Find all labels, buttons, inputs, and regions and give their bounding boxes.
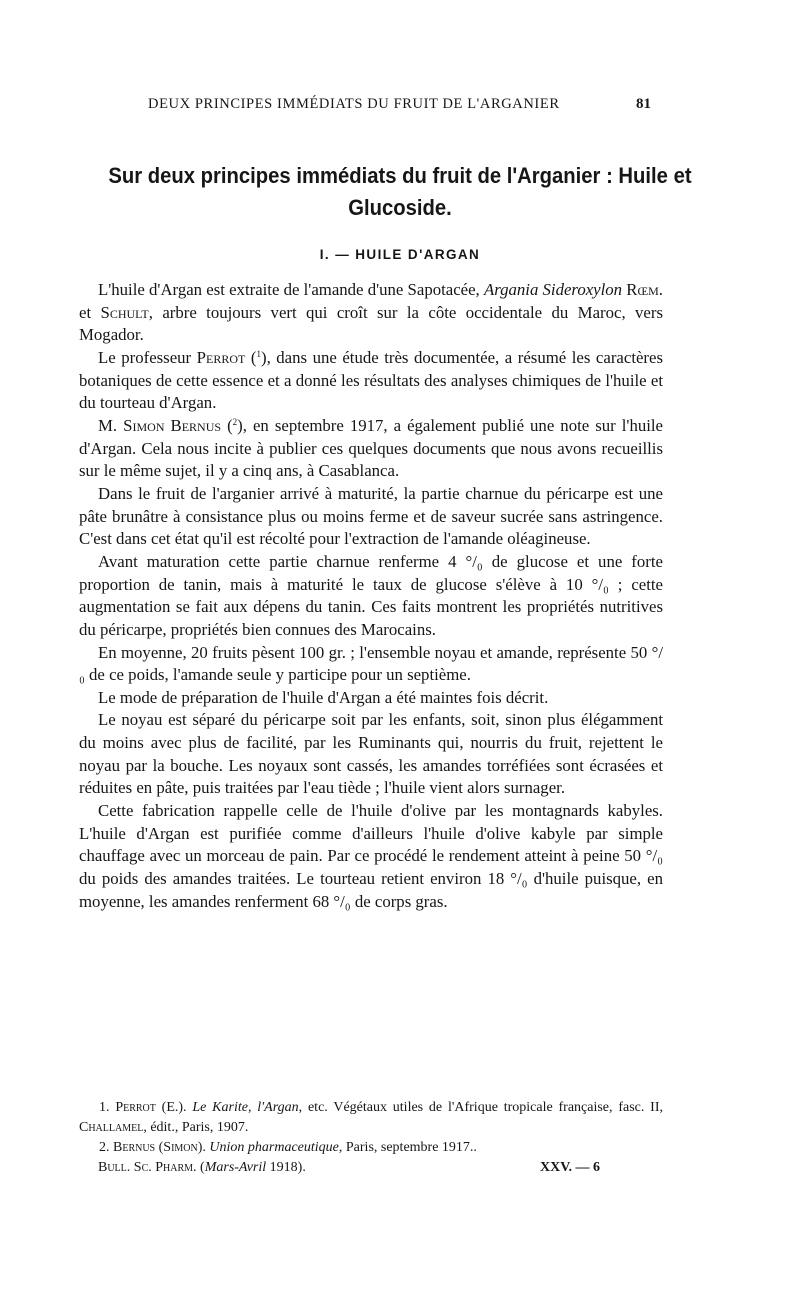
paragraph xyxy=(79,279,663,347)
journal-issue: Mars-Avril xyxy=(204,1160,267,1175)
text-run: et xyxy=(79,302,101,322)
running-head: DEUX PRINCIPES IMMÉDIATS DU FRUIT DE L'ARGANIER xyxy=(148,96,560,112)
author-name: Rœm. xyxy=(626,280,663,299)
text-run: , arbre toujours vert qui croît sur la côte occidentale du Maroc, vers Mogador. xyxy=(79,302,663,345)
paragraph: En moyenne, 20 fruits pèsent 100 gr. ; l'ensemble noyau et amande, représente 50 °/₀ de ce poids, l'amande seule y participe pour un septième. xyxy=(79,642,663,685)
paragraph: Le noyau est séparé du péricarpe soit par les enfants, soit, sinon plus élégamment du moins avec plus de facilité, par les Ruminants qui, nourris du fruit, rejettent le noyau par la bouche. Les noyaux sont cassés, les amandes torréfiées sont écrasées et réduites en pâte, puis traitées par l'eau tiède ; l'huile vient alors surnager. xyxy=(79,710,663,798)
text-run: , en septembre 1917, a également publié une note sur l'huile d'Argan. Cela nous incite à publier ces quelques documents que nous avons recueillis sur le même sujet, il y a cinq ans, à Casablanca. xyxy=(79,415,663,481)
footnote-1 xyxy=(79,1098,663,1138)
paragraph: Avant maturation cette partie charnue renferme 4 °/₀ de glucose et une forte proportion de tanin, mais à maturité le taux de glucose s'élève à 10 °/₀ ; cette augmentation se fait aux dépens du tanin. Ces faits montrent les propriétés nutritives du péricarpe, propriétés bien connues des Marocains. xyxy=(79,551,663,639)
paragraph: Le mode de préparation de l'huile d'Argan a été maintes fois décrit. xyxy=(98,687,549,707)
paragraph: Cette fabrication rappelle celle de l'huile d'olive par les montagnards kabyles. L'huile d'Argan est purifiée comme d'ailleurs l'huile d'olive kabyle par simple chauffage avec un morceau de pain. Par ce procédé le rendement atteint à peine 50 °/₀ du poids des amandes traitées. Le tourteau retient environ 18 °/₀ d'huile puisque, en moyenne, les amandes renferment 68 °/₀ de corps gras. xyxy=(79,801,663,911)
text-run: , Paris, septembre 1917.. xyxy=(338,1140,477,1155)
author-name: Perrot xyxy=(196,347,246,367)
text-run: , xyxy=(247,1100,258,1115)
footnote-ref: 2 xyxy=(232,416,238,427)
sheet-signature: XXV. — 6 xyxy=(540,1160,601,1175)
author-name: Simon Bernus xyxy=(123,415,222,435)
footnotes xyxy=(79,1098,663,1158)
cited-title: l'Argan xyxy=(257,1100,299,1115)
journal-reference xyxy=(98,1160,306,1175)
text-run: M. xyxy=(98,415,124,435)
cited-journal: Union pharmaceutique xyxy=(209,1140,339,1155)
text-run: L'huile d'Argan est extraite de l'amande d'une Sapotacée, xyxy=(98,280,484,299)
page-number: 81 xyxy=(636,96,651,112)
article-body xyxy=(79,279,663,913)
text-run: 1918). xyxy=(266,1160,306,1175)
paragraph: Dans le fruit de l'arganier arrivé à maturité, la partie charnue du péricarpe est une pâte brunâtre à consistance plus ou moins ferme et de saveur sucrée sans astringence. C'est dans cet état qu'il est récolté pour l'extraction de l'amande oléagineuse. xyxy=(79,483,663,549)
article-title: Sur deux principes immédiats du fruit de l'Arganier : Huile et Glucoside. xyxy=(108,163,692,220)
page-footer xyxy=(98,1160,628,1176)
publisher-name: Challamel xyxy=(79,1120,144,1135)
footnote-2 xyxy=(79,1138,663,1158)
footnote-number: 1. xyxy=(99,1100,110,1115)
species-name: Argania Sideroxylon xyxy=(483,280,623,299)
cited-title: Le Karite xyxy=(192,1100,248,1115)
text-run: ( xyxy=(196,1160,205,1175)
section-heading: I. — HUILE D'ARGAN xyxy=(319,247,481,262)
paragraph: M. Simon Bernus ($^2$), en septembre 1917, a également publié une note sur l'huile d'Argan. Cela nous incite à publier ces quelques documents que nous avons recueillis sur le même sujet, il y a cinq ans, à Casablanca. xyxy=(79,415,663,481)
text-run: , etc. Végétaux utiles de l'Afrique tropicale française, fasc. II, xyxy=(298,1100,663,1115)
author-name: Schult xyxy=(100,302,149,322)
footnote-number: 2. xyxy=(99,1140,110,1155)
text-run: , dans une étude très documentée, a résumé les caractères botaniques de cette essence et a donné les résultats des analyses chimiques de l'huile et du tourteau d'Argan. xyxy=(79,347,663,413)
text-run: , édit., Paris, 1907. xyxy=(143,1120,249,1135)
footnote-ref: 1 xyxy=(256,348,261,359)
journal-abbrev: Bull. Sc. Pharm. xyxy=(98,1160,197,1175)
footnote-author: Perrot (E.). xyxy=(115,1100,187,1115)
footnote-author: Bernus (Simon). xyxy=(113,1140,206,1155)
text-run: Le professeur xyxy=(98,347,197,367)
paragraph: Le professeur Perrot ($^1$), dans une étude très documentée, a résumé les caractères botaniques de cette essence et a donné les résultats des analyses chimiques de l'huile et du tourteau d'Argan. xyxy=(79,347,663,413)
